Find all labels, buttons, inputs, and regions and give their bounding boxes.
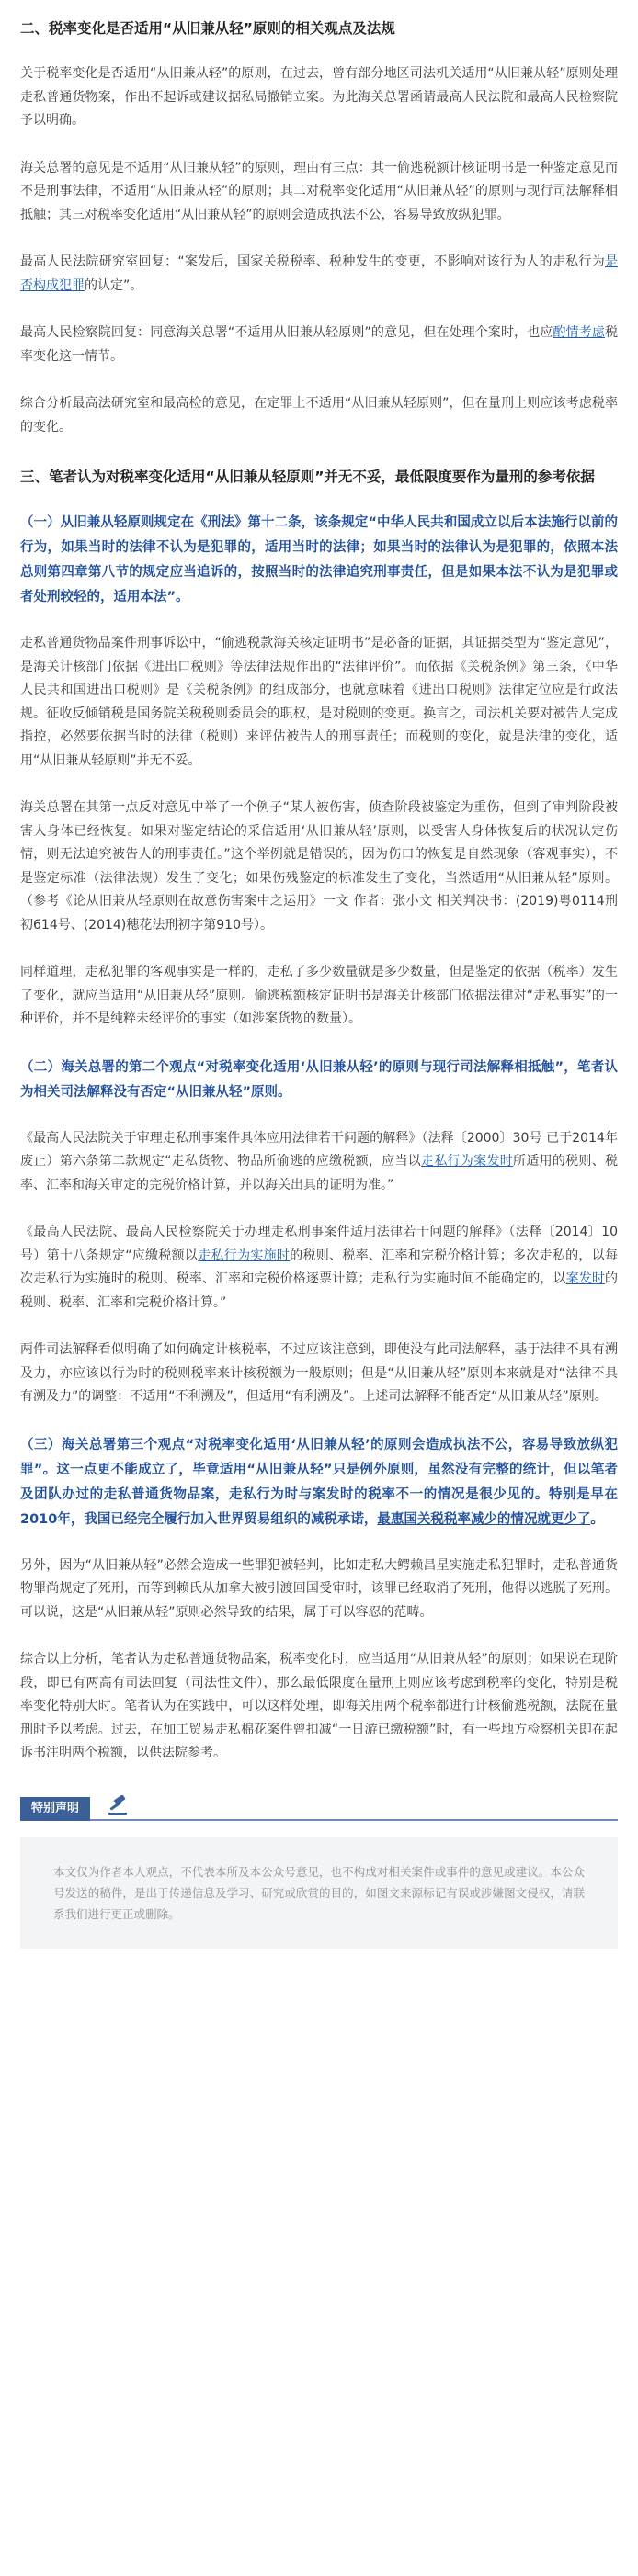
paragraph: 海关总署的意见是不适用“从旧兼从轻”的原则，理由有三点：其一偷逃税额计核证明书是一种鉴定意见而不是刑事法律，不适用“从旧兼从轻”的原则；其二对税率变化适用“从旧兼从轻”的原则与现行司法解释相抵触；其三对税率变化适用“从旧兼从轻”的原则会造成执法不公，容易导致放纵犯罪。: [20, 160, 618, 222]
section-2-title: 二、税率变化是否适用“从旧兼从轻”原则的相关观点及法规: [20, 20, 395, 37]
underlined-link[interactable]: 走私行为实施时: [198, 1248, 291, 1263]
paragraph: 另外，因为“从旧兼从轻”必然会造成一些罪犯被轻判，比如走私大鳄赖昌星实施走私犯罪时，走私普通货物罪尚规定了死刑，而等到赖氏从加拿大被引渡回国受审时，该罪已经取消了死刑，他得以逃脱了死刑。可以说，这是“从旧兼从轻”原则必然导致的结果，属于可以容忍的范畴。: [20, 1557, 618, 1620]
notice-text: 本文仅为作者本人观点，不代表本所及本公众号意见，也不构成对相关案件或事件的意见或建议。本公众号发送的稿件，是出于传递信息及学习、研究或欣赏的目的，如图文来源标记有误或涉嫌图文侵权，请联系我们进行更正或删除。: [20, 1837, 618, 1949]
section-3-title: 三、笔者认为对税率变化适用“从旧兼从轻原则”并无不妥，最低限度要作为量刑的参考依据: [20, 469, 595, 485]
underlined-text: 最惠国关税税率减少的情况就更少了: [377, 1511, 591, 1527]
paragraph: 走私普通货物品案件刑事诉讼中，“偷逃税款海关核定证明书”是必备的证据，其证据类型为“鉴定意见”，是海关计核部门依据《进出口税则》等法律法规作出的“法律评价”。而依据《关税条例》第三条，《中华人民共和国进出口税则》是《关税条例》的组成部分，也就意味着《进出口税则》法律定位应是行政法规。征收反倾销税是国务院关税税则委员会的职权，是对税则的变更。换言之，司法机关要对被告人完成指控，必然要依据当时的法律（税则）来评估被告人的刑事责任；而税则的变化，就是法律的变化，适用“从旧兼从轻原则”并无不妥。: [20, 636, 618, 768]
highlight-point-2: （二）海关总署的第二个观点“对税率变化适用‘从旧兼从轻’的原则与现行司法解释相抵触”，笔者认为相关司法解释没有否定“从旧兼从轻”原则。: [20, 1059, 618, 1100]
text-run: 的税则、税率、汇率和完税价格计算。”: [20, 1271, 619, 1310]
paragraph: 同样道理，走私犯罪的客观事实是一样的，走私了多少数量就是多少数量，但是鉴定的依据（税率）发生了变化，就应当适用“从旧兼从轻”原则。偷逃税额核定证明书是海关计核部门依据法律对“走私事实”的一种评价，并不是纯粹未经评价的事实（如涉案货物的数量）。: [20, 965, 618, 1026]
highlight-point-1: （一）从旧兼从轻原则规定在《刑法》第十二条，该条规定“中华人民共和国成立以后本法施行以前的行为，如果当时的法律不认为是犯罪的，适用当时的法律；如果当时的法律认为是犯罪的，依照本法总则第四章第八节的规定应当追诉的，按照当时的法律追究刑事责任，但是如果本法不认为是犯罪或者处刑较轻的，适用本法”。: [20, 515, 618, 604]
text-run: 的认定”。: [85, 277, 143, 293]
text-run: 。: [590, 1511, 604, 1527]
underlined-link[interactable]: 案发时: [565, 1271, 606, 1286]
paragraph: [20, 322, 618, 368]
text-run: 的税则、税率、汇率和完税价格计算；多次走私的，以每次走私行为实施时的税则、税率、汇率和完税价格逐票计算；走私行为实施时间不能确定的，以: [20, 1248, 618, 1286]
underlined-link[interactable]: 是否构成犯罪: [20, 254, 618, 293]
notice-header: [20, 1790, 618, 1821]
paragraph: [20, 1221, 618, 1315]
paragraph: 综合分析最高法研究室和最高检的意见，在定罪上不适用“从旧兼从轻原则”，但在量刑上则应该考虑税率的变化。: [20, 396, 618, 435]
text-run: （三）海关总署第三个观点“对税率变化适用‘从旧兼从轻’的原则会造成执法不公，容易导致放纵犯罪”。这一点更不能成立了，毕竟适用“从旧兼从轻”只是例外原则，虽然没有完整的统计，但以笔者及团队办过的走私普通货物品案，走私行为时与案发时的税率不一的情况是很少见的。特别是早在2010年，我国已经完全履行加入世界贸易组织的减税承诺，: [20, 1437, 618, 1527]
underlined-link[interactable]: 酌情考虑: [553, 325, 605, 340]
paragraph: [20, 1127, 618, 1198]
text-run: 最高人民法院研究室回复：“案发后，国家关税税率、税种发生的变更，不影响对该行为人的走私行为: [20, 254, 605, 269]
paragraph: 海关总署在其第一点反对意见中举了一个例子“某人被伤害，侦查阶段被鉴定为重伤，但到了审判阶段被害人身体已经恢复。如果对鉴定结论的采信适用‘从旧兼从轻’原则，以受害人身体恢复后的状况认定伤情，则无法追究被告人的刑事责任。”这个举例就是错误的，因为伤口的恢复是自然现象（客观事实），不是鉴定标准（法律法规）发生了变化；如果伤残鉴定的标准发生了变化，当然适用“从旧兼从轻”原则。（参考《论从旧兼从轻原则在故意伤害案中之运用》一文 作者：张小文 相关判决书：(2019)粤0114刑初614号、(2014)穗花法刑初字第910号）。: [20, 800, 618, 932]
underlined-link[interactable]: 走私行为案发时: [421, 1154, 514, 1169]
highlight-point-3: [20, 1433, 618, 1532]
text-run: 《最高人民法院、最高人民检察院关于办理走私刑事案件适用法律若干问题的解释》（法释〔2014〕10号）第十八条规定“应缴税额以: [20, 1225, 618, 1263]
text-run: 税率变化这一情节。: [20, 325, 618, 364]
text-run: 《最高人民法院关于审理走私刑事案件具体应用法律若干问题的解释》（法释〔2000〕30号 已于2014年废止）第六条第二款规定“走私货物、物品所偷逃的应缴税额，应当以: [20, 1130, 618, 1169]
text-run: 所适用的税则、税率、汇率和海关审定的完税价格计算，并以海关出具的证明为准。”: [20, 1154, 618, 1192]
gavel-icon: [107, 1795, 131, 1817]
text-run: 最高人民检察院回复：同意海关总署“不适用从旧兼从轻原则”的意见，但在处理个案时，也应: [20, 325, 553, 340]
paragraph: 两件司法解释看似明确了如何确定计核税率，不过应该注意到，即使没有此司法解释，基于法律不具有溯及力，亦应该以行为时的税则税率来计核税额为一般原则；但是“从旧兼从轻”原则本来就是对“法律不具有溯及力”的调整：不适用“不利溯及”，但适用“有利溯及”。上述司法解释不能否定“从旧兼从轻”原则。: [20, 1342, 618, 1404]
paragraph: 关于税率变化是否适用“从旧兼从轻”的原则，在过去，曾有部分地区司法机关适用“从旧兼从轻”原则处理走私普通货物案，作出不起诉或建议据私局撤销立案。为此海关总署函请最高人民法院和最高人民检察院予以明确。: [20, 66, 618, 128]
paragraph: 综合以上分析，笔者认为走私普通货物品案，税率变化时，应当适用“从旧兼从轻”的原则；如果说在现阶段，即已有两高有司法回复（司法性文件），那么最低限度在量刑上则应该考虑到税率的变化，特别是税率变化特别大时。笔者认为在实践中，可以这样处理，即海关用两个税率都进行计核偷逃税额，法院在量刑时予以考虑。过去，在加工贸易走私棉花案件曾扣减“一日游已缴税额”时，有一些地方检察机关即在起诉书注明两个税额，以供法院参考。: [20, 1652, 618, 1760]
paragraph: [20, 251, 618, 298]
notice-badge: 特别声明: [20, 1797, 90, 1821]
